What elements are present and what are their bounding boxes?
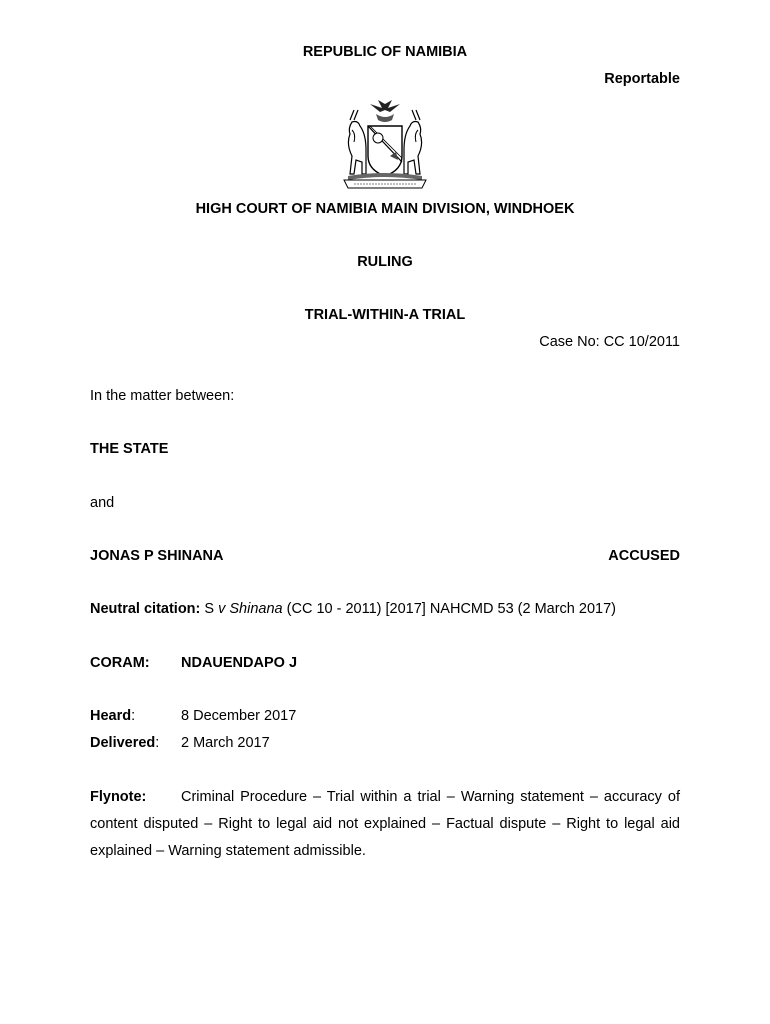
citation-v-shinana: v Shinana: [218, 601, 283, 617]
court-heading: HIGH COURT OF NAMIBIA MAIN DIVISION, WINDHOEK: [195, 201, 575, 217]
heard-row: [90, 708, 680, 724]
heard-label: Heard: [90, 708, 132, 724]
coram-label: CORAM:: [90, 655, 150, 671]
trial-heading: TRIAL-WITHIN-A TRIAL: [304, 307, 466, 323]
neutral-citation: [90, 601, 680, 617]
citation-s: S: [204, 601, 215, 617]
namibia-coat-of-arms-icon: [340, 100, 430, 192]
and-text: and: [90, 495, 115, 511]
coram-value: NDAUENDAPO J: [181, 655, 298, 671]
republic-heading: REPUBLIC OF NAMIBIA: [302, 44, 468, 60]
matter-intro: In the matter between:: [90, 388, 235, 404]
reportable-label: Reportable: [604, 71, 680, 87]
plaintiff-party: THE STATE: [90, 441, 169, 457]
citation-label: Neutral citation:: [90, 601, 201, 617]
flynote-label: Flynote:: [90, 789, 147, 805]
flynote-text: Criminal Procedure – Trial within a trial – Warning statement – accuracy of content disputed – Right to legal aid not explained – Factual dispute – Right to legal aid explained – Warning statement admissible.: [90, 789, 680, 859]
flynote-paragraph: [90, 784, 680, 865]
heard-colon: :: [131, 708, 136, 724]
delivered-label: Delivered: [90, 735, 156, 751]
accused-role: ACCUSED: [608, 548, 680, 564]
delivered-colon: :: [155, 735, 160, 751]
accused-name: JONAS P SHINANA: [90, 548, 224, 564]
delivered-date: 2 March 2017: [181, 735, 270, 751]
heard-date: 8 December 2017: [181, 708, 297, 724]
citation-rest: (CC 10 - 2011) [2017] NAHCMD 53 (2 March 2017): [286, 601, 616, 617]
delivered-row: [90, 735, 680, 751]
case-number: Case No: CC 10/2011: [539, 334, 680, 350]
ruling-heading: RULING: [357, 254, 413, 270]
coram-row: [90, 655, 680, 671]
